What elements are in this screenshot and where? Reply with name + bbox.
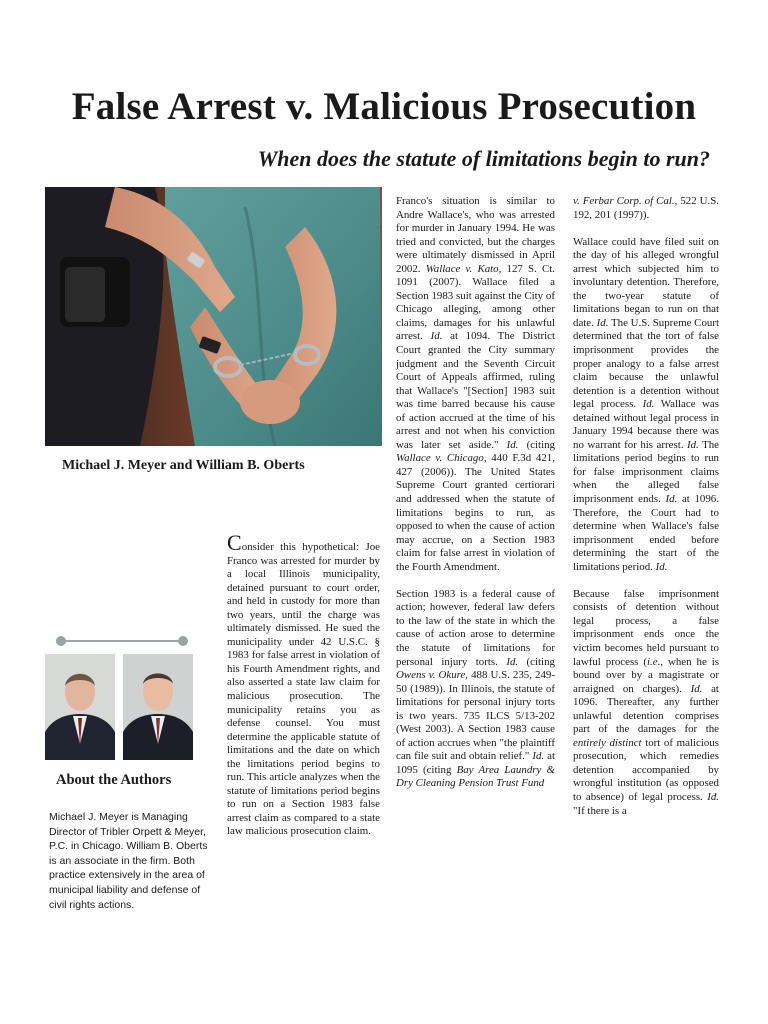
article-column-1 <box>227 530 380 853</box>
paragraph: v. Ferbar Corp. of Cal., 522 U.S. 192, 201 (1997)). <box>573 195 719 221</box>
divider-dot-right <box>178 636 188 646</box>
william-oberts-headshot <box>123 654 193 760</box>
paragraph: Wallace could have filed suit on the day of his alleged wrongful arrest which subjected him to involuntary detention. Therefore, the two-year statute of limitations began to run on that date. Id. The U.S. Supreme Court determined that the tort of false imprisonment provides the proper analogy to a false arrest claim because the unlawful detention is a detention without legal process. Id. Wallace was detained without legal process in January 1994 because there was no warrant for his arrest. Id. The limitations period begins to run for false imprisonment claims when the alleged false imprisonment ends. Id. at 1096. Therefore, the Court had to determine when Wallace's false imprisonment ended before determining the start of the limitations period. Id. <box>573 235 719 573</box>
about-authors-heading: About the Authors <box>56 772 172 788</box>
paragraph-text: onsider this hypothetical: Joe Franco was arrested for murder by a local Illinois municipality, detained pursuant to court order, and held in custody for more than two years, until the charge was ultimately dismissed. He sued the municipality under 42 U.S.C. § 1983 for false arrest in violation of his Fourth Amendment rights, and also asserted a state law claim for malicious prosecution. The municipality retains you as defense counsel. You must determine the applicable statute of limitations and the date on which the limitations period begins to run. This article analyzes when the statute of limitations period begins to run on a Section 1983 false arrest claim as compared to a state law malicious prosecution claim. <box>227 541 380 838</box>
headshot-illustration <box>123 654 193 760</box>
article-subtitle: When does the statute of limitations begin to run? <box>257 146 710 171</box>
decorative-divider <box>60 640 184 642</box>
paragraph <box>227 530 380 839</box>
article-column-3 <box>573 195 719 832</box>
about-authors-text: Michael J. Meyer is Managing Director of Tribler Orpett & Meyer, P.C. in Chicago. William B. Oberts is an associate in the firm. Both practice extensively in the area of municipal liability and defense of civil rights actions. <box>49 811 208 911</box>
article-title: False Arrest v. Malicious Prosecution <box>71 85 697 128</box>
michael-meyer-headshot <box>45 654 115 760</box>
headshot-illustration <box>45 654 115 760</box>
handcuffed-prisoner-photo <box>45 187 382 446</box>
paragraph: Because false imprisonment consists of detention without legal process, a false imprisonment ends once the victim becomes held pursuant to lawful process (i.e., when he is bound over by a magistrate or arraigned on charges). Id. at 1096. Thereafter, any further unlawful detention comprises part of the damages for the entirely distinct tort of malicious prosecution, which remedies detention accompanied by wrongful institution (as opposed to absence) of legal process. Id. "If there is a <box>573 587 719 817</box>
article-column-2 <box>396 195 555 805</box>
photo-illustration <box>45 187 382 446</box>
divider-dot-left <box>56 636 66 646</box>
author-byline: Michael J. Meyer and William B. Oberts <box>62 458 305 473</box>
paragraph: Franco's situation is similar to Andre Wallace's, who was arrested for murder in January 1994. He was tried and convicted, but the charges were ultimately dismissed in April 2002. Wallace v. Kato, 127 S. Ct. 1091 (2007). Wallace filed a Section 1983 suit against the City of Chicago alleging, among other claims, damages for his unlawful arrest. Id. at 1094. The District Court granted the City summary judgment and the Seventh Circuit Court of Appeals affirmed, ruling that Wallace's "[Section] 1983 suit was time barred because his cause of action accrued at the time of his arrest and not when his conviction was later set aside." Id. (citing Wallace v. Chicago, 440 F.3d 421, 427 (2006)). The United States Supreme Court granted certiorari and addressed when the statute of limitations begins to run, as opposed to when the cause of action may accrue, on a Section 1983 claim for false arrest in violation of the Fourth Amendment. <box>396 195 555 573</box>
paragraph: Section 1983 is a federal cause of action; however, federal law defers to the law of the state in which the cause of action arose to determine the statute of limitations for personal injury torts. Id. (citing Owens v. Okure, 488 U.S. 235, 249-50 (1989)). In Illinois, the statute of limitations for personal injury torts is two years. 735 ILCS 5/13-202 (West 2003). A Section 1983 cause of action accrues when "the plaintiff can file suit and obtain relief." Id. at 1095 (citing Bay Area Laundry & Dry Cleaning Pension Trust Fund <box>396 587 555 790</box>
drop-cap: C <box>227 530 242 555</box>
